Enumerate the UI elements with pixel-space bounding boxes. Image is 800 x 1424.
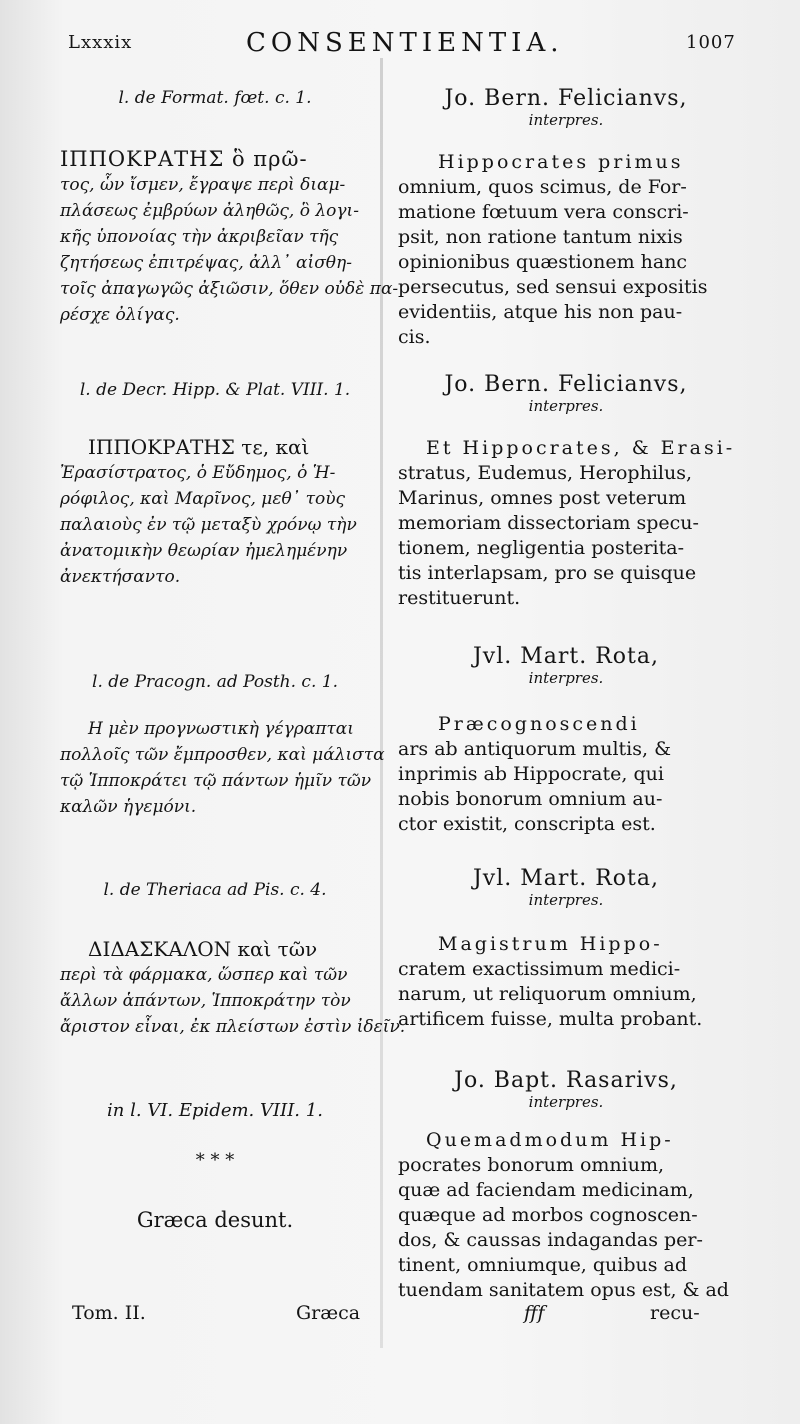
right-section-4 <box>398 866 734 909</box>
interpres-label: interpres. <box>528 891 604 909</box>
greek-line: περὶ τὰ φάρμακα, ὥσπερ καὶ τῶν <box>60 965 348 985</box>
latin-line-text: Præcognoscendi <box>438 713 640 735</box>
latin-line: restituerunt. <box>398 587 521 609</box>
greek-line: ρόφιλος, καὶ Μαρῖνος, μεθ᾽ τοὺς <box>60 489 346 509</box>
greek-line: ΔΙΔΑΣΚΑΛΟΝ καὶ τῶν <box>88 937 318 961</box>
greek-line: καλῶν ἡγεμόνι. <box>60 797 197 817</box>
graeca-desunt-note: Græca desunt. <box>136 1208 294 1232</box>
latin-line: dos, & caussas indagandas per- <box>398 1229 703 1251</box>
interpres-label: interpres. <box>528 397 604 415</box>
catchword-right: recu- <box>650 1302 700 1324</box>
left-section-2 <box>60 380 370 400</box>
interpres-label: interpres. <box>528 111 604 129</box>
greek-line: ΙΠΠΟΚΡΑΤΗΣ ὃ πρῶ- <box>60 147 308 171</box>
latin-line: quæ ad faciendam medicinam, <box>398 1179 694 1201</box>
greek-line: ἀνατομικὴν θεωρίαν ἠμελημένην <box>60 541 348 561</box>
latin-line: ctor existit, conscripta est. <box>398 813 656 835</box>
translator-heading: Jo. Bern. Felicianvs, <box>444 372 688 397</box>
latin-line: cis. <box>398 326 431 348</box>
ornament-stars: * * * <box>195 1150 235 1171</box>
latin-line: inprimis ab Hippocrate, qui <box>398 763 664 785</box>
page-number: 1007 <box>686 32 736 53</box>
translator-heading: Jo. Bern. Felicianvs, <box>444 86 688 111</box>
latin-line-text: Quemadmodum Hip- <box>426 1129 674 1151</box>
source-reference: l. de Decr. Hipp. & Plat. VIII. 1. <box>79 380 351 400</box>
latin-line <box>398 1128 734 1153</box>
left-section-1 <box>60 88 370 108</box>
latin-line: memoriam dissectoriam specu- <box>398 512 699 534</box>
latin-line: nobis bonorum omnium au- <box>398 788 663 810</box>
running-title: CONSENTIENTIA. <box>246 28 564 58</box>
greek-line: ἄλλων ἁπάντων, Ἱπποκράτην τὸν <box>60 991 351 1011</box>
right-section-3 <box>398 644 734 687</box>
greek-passage-4 <box>60 936 406 1040</box>
latin-line: tis interlapsam, pro se quisque <box>398 562 697 584</box>
source-reference: l. de Pracogn. ad Posth. c. 1. <box>92 672 338 692</box>
latin-line: matione fœtuum vera conscri- <box>398 201 689 223</box>
greek-line: πλάσεως ἐμβρύων ἀληθῶς, ὃ λογι- <box>60 201 359 221</box>
latin-line: tionem, negligentia posterita- <box>398 537 685 559</box>
greek-line: Η μὲν προγνωστικὴ γέγραπται <box>88 719 354 739</box>
greek-line: ἄριστον εἶναι, ἐκ πλείστων ἐστὶν ἰδεῖν. <box>60 1017 406 1037</box>
greek-line: τος, ὧν ἴσμεν, ἔγραψε περὶ διαμ- <box>60 175 346 195</box>
source-reference: l. de Format. fœt. c. 1. <box>118 88 312 108</box>
greek-line: ρέσχε ὀλίγας. <box>60 305 180 325</box>
latin-line <box>398 932 734 957</box>
latin-passage-2 <box>398 436 734 611</box>
latin-line: artificem fuisse, multa probant. <box>398 1008 703 1030</box>
left-section-4 <box>60 880 370 900</box>
greek-line: παλαιοὺς ἐν τῷ μεταξὺ χρόνῳ τὴν <box>60 515 357 535</box>
latin-line: cratem exactissimum medici- <box>398 958 681 980</box>
column-divider <box>380 58 383 1348</box>
interpres-label: interpres. <box>528 669 604 687</box>
latin-line: tuendam sanitatem opus est, & ad <box>398 1279 729 1301</box>
greek-line: ἀνεκτήσαντο. <box>60 567 181 587</box>
greek-passage-2 <box>60 434 370 590</box>
greek-line: ΙΠΠΟΚΡΑΤΗΣ τε, καὶ <box>88 435 310 459</box>
translator-heading: Jvl. Mart. Rota, <box>472 644 660 669</box>
source-reference: l. de Theriaca ad Pis. c. 4. <box>103 880 327 900</box>
latin-passage-3 <box>398 712 734 837</box>
latin-line-text: Hippocrates primus <box>438 151 684 173</box>
latin-line: narum, ut reliquorum omnium, <box>398 983 697 1005</box>
latin-line-text: Magistrum Hippo- <box>438 933 663 955</box>
greek-line: τῷ Ἱπποκράτει τῷ πάντων ἡμῖν τῶν <box>60 771 372 791</box>
greek-line: ζητήσεως ἐπιτρέψας, ἀλλ᾽ αἰσθη- <box>60 253 352 273</box>
latin-line <box>398 712 734 737</box>
left-section-5 <box>60 1100 370 1121</box>
translator-heading: Jvl. Mart. Rota, <box>472 866 660 891</box>
translator-heading: Jo. Bapt. Rasarivs, <box>454 1068 678 1093</box>
latin-line: ars ab antiquorum multis, & <box>398 738 672 760</box>
latin-line <box>398 436 734 461</box>
latin-line: omnium, quos scimus, de For- <box>398 176 687 198</box>
latin-line <box>398 150 734 175</box>
latin-line: Marinus, omnes post veterum <box>398 487 687 509</box>
latin-passage-1 <box>398 150 734 350</box>
latin-line: stratus, Eudemus, Herophilus, <box>398 462 693 484</box>
left-section-3 <box>60 672 370 692</box>
latin-passage-4 <box>398 932 734 1032</box>
latin-line: tinent, omniumque, quibus ad <box>398 1254 688 1276</box>
greek-line: κῆς ὑπονοίας τὴν ἀκριβεῖαν τῆς <box>60 227 339 247</box>
source-reference: in l. VI. Epidem. VIII. 1. <box>107 1100 323 1121</box>
right-section-5 <box>398 1068 734 1111</box>
greek-line: Ἐρασίστρατος, ὁ Εὔδημος, ὁ Ἡ- <box>60 463 336 483</box>
catchword-left: Græca <box>296 1302 361 1324</box>
greek-line: τοῖς ἀπαγωγῶς ἀξιῶσιν, ὅθεν οὐδὲ πα- <box>60 279 399 299</box>
right-section-1 <box>398 86 734 129</box>
latin-line-text: Et Hippocrates, & Erasi- <box>426 437 736 459</box>
right-section-2 <box>398 372 734 415</box>
greek-line: πολλοῖς τῶν ἔμπροσθεν, καὶ μάλιστα <box>60 745 385 765</box>
volume-mark: Tom. II. <box>72 1302 146 1324</box>
latin-line: pocrates bonorum omnium, <box>398 1154 665 1176</box>
signature-mark: fff <box>524 1302 545 1324</box>
greek-passage-3 <box>60 716 385 820</box>
latin-line: quæque ad morbos cognoscen- <box>398 1204 698 1226</box>
latin-passage-5 <box>398 1128 734 1303</box>
greek-passage-1 <box>60 146 399 328</box>
latin-line: persecutus, sed sensui expositis <box>398 276 708 298</box>
interpres-label: interpres. <box>528 1093 604 1111</box>
folio-roman: Lxxxix <box>68 32 133 53</box>
latin-line: opinionibus quæstionem hanc <box>398 251 688 273</box>
latin-line: psit, non ratione tantum nixis <box>398 226 683 248</box>
latin-line: evidentiis, atque his non pau- <box>398 301 683 323</box>
